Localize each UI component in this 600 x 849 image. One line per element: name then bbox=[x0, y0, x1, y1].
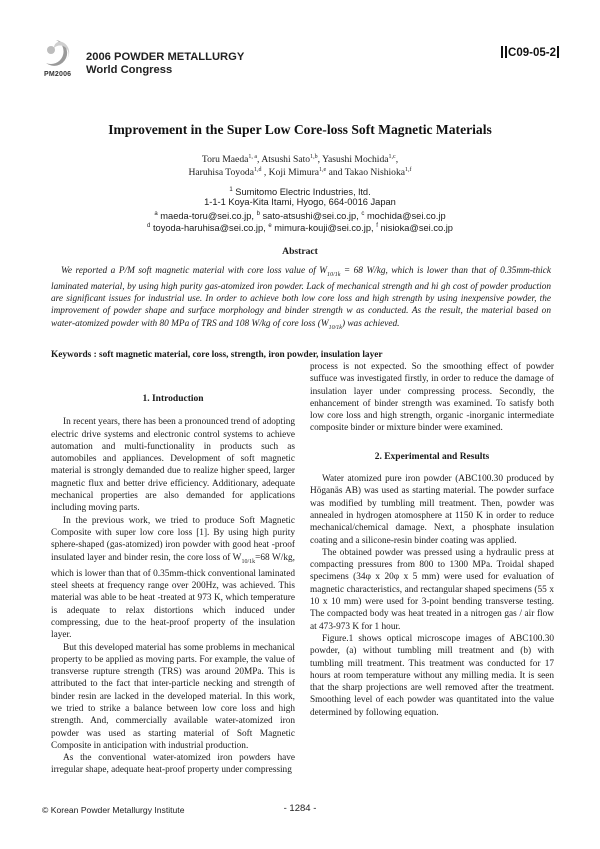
paper-title: Improvement in the Super Low Core-loss Soft Magnetic Materials bbox=[108, 122, 492, 137]
section-heading-experimental: 2. Experimental and Results bbox=[374, 451, 490, 462]
experimental-paragraph-1: Water atomized pure iron powder (ABC100.30 produced by Höganäs AB) was used as starting material. The powder surface was modified by tumbling mill treatment. Then, powder was annealed in hydrogen atomosphere at 1150 K in order to reduce mechanical/chemical damage. Next, a phosphate insulation coating and a silicone-resin binder coating was applied. bbox=[310, 474, 554, 546]
logo-year: PM2006 bbox=[44, 71, 72, 78]
section-heading-introduction: 1. Introduction bbox=[142, 394, 204, 404]
author-sup: 1,d bbox=[253, 167, 262, 173]
intro-paragraph-2 bbox=[51, 515, 295, 642]
author-name: Haruhisa Toyoda bbox=[188, 167, 254, 179]
abstract-text: We reported a P/M soft magnetic material with core loss value of W bbox=[61, 266, 328, 276]
email-sup: a bbox=[154, 211, 158, 217]
email-sup: e bbox=[268, 223, 272, 229]
abstract-sub: 10/1k bbox=[328, 324, 342, 331]
email-link[interactable]: toyoda-haruhisa@sei.co.jp bbox=[152, 223, 264, 234]
email-link[interactable]: mimura-kouji@sei.co.jp bbox=[274, 223, 372, 234]
intro-text: In the previous work, we tried to produce Soft Magnetic Composite with super low core loss [1]. By using high purity sphere-shaped (gas-atomized) iron powder with good heat -proof insulated layer and binder resin, the core loss of W bbox=[51, 515, 295, 563]
experimental-paragraph-2: The obtained powder was pressed using a hydraulic press at compacting pressures from 800 to 1300 MPa. Troidal shaped specimens (34φ x 20φ x 5 mm) were used for evaluation of magnetic characteristics, and rectangular shaped specimens (55 x 10 x 10 mm) were used for 3-point bending transverse testing. The compacted body was heat treated in a nitrogen gas / air flow at 473-973 K for 1 hour. bbox=[310, 547, 554, 632]
right-column bbox=[310, 361, 554, 719]
email-link[interactable]: nisioka@sei.co.jp bbox=[380, 223, 453, 234]
abstract-text: 0.35mm-thick laminated material, by using high purity gas-atomized iron powder. Lack of mechanical strength and hi bbox=[51, 266, 552, 293]
authors-line-2: Haruhisa Toyoda$^{1,d}$ , Koji Mimura$^{1,e}$ and Takao Nishioka$^{1,f}$ bbox=[188, 167, 412, 179]
keywords: Keywords : soft magnetic material, core loss, strength, iron powder, insulation layer bbox=[51, 350, 383, 360]
abstract-text: gh cost of powder production are significant issues for industrial use. In order to achieve both low core loss and high bbox=[51, 282, 551, 305]
page-number: - 1284 - bbox=[283, 803, 317, 814]
abstract-text: (W bbox=[317, 318, 329, 329]
email-sup: f bbox=[376, 223, 378, 229]
abstract-text: strength by using inexpensive powder, the improvement of powder shape and surface morphology and binder strength w bbox=[51, 294, 552, 317]
author-sup: 1,e bbox=[319, 167, 327, 173]
intro-continued: process is not expected. So the smoothing effect of powder suffuce was investigated firstly, in order to reduce the damage of insulation layer under compressing process. Secondly, the enhancement of binder strength was examined. To satisfy both low core loss and high strength, organic -inorganic intermediate composite binder or mixture binder were examined. bbox=[310, 362, 554, 434]
authors-line-1: Toru Maeda$^{1, a}$, Atsushi Sato$^{1,b}$, Yasushi Mochida$^{1,c}$, bbox=[201, 154, 399, 166]
author-sup: 1,c bbox=[388, 154, 396, 160]
abstract-text: ) was achieved. bbox=[341, 318, 400, 329]
abstract-text: as conducted. As the result, the material based on water-atomized powder with 80 MPa of TRS and 108 W/kg of core loss bbox=[51, 306, 551, 329]
abstract-text: = 68 W/kg, which is lower than that of bbox=[340, 266, 497, 276]
experimental-paragraph-3: Figure.1 shows optical microscope images of ABC100.30 powder, (a) without tumbling mill treatment and (b) with tumbling mill treatment. This treatment was conducted for 17 hours at room temperature without any milling media. It is seen that the sharp projections are well removed after the treatment. Smoothing level of each powder was quantitated into the value determined by following equation. bbox=[310, 633, 554, 718]
email-line-1: $^a$ maeda-toru@sei.co.jp, $^b$ sato-atsushi@sei.co.jp, $^c$ mochida@sei.co.jp bbox=[154, 211, 446, 222]
conference-line-2: World Congress bbox=[86, 63, 173, 76]
author-sup: 1,b bbox=[310, 154, 318, 160]
affiliation-company-text: Sumitomo Electric Industries, ltd. bbox=[235, 187, 371, 198]
intro-paragraph-1: In recent years, there has been a pronounced trend of adopting electric drive systems and electronic control systems to achieve automation and multi-functionality in products such as automobiles and appliances. Development of soft magnetic material is strongly demanded due to realize higher speed, larger magnetic flux and better drive efficiency. Additionary, adequate mechanical properties are also demanded for applications including moving parts. bbox=[51, 417, 295, 514]
footer-copyright: © Korean Powder Metallurgy Institute bbox=[42, 805, 185, 815]
intro-paragraph-3: But this developed material has some problems in mechanical property to be applied as moving parts. For example, the value of transverse rupture strength (TRS) was around 20MPa. This is attributed to the fact that inter-particle necking and strength of binder resin are lacked in the developed material. In this work, we tried to strike a balance between low core loss and high strength. And, commercially available water-atomized iron powder was used as starting material of Soft Magnetic Composite in anticipation with industrial production. bbox=[51, 642, 295, 751]
abstract-body bbox=[51, 265, 551, 334]
intro-text: =68 W/kg, which is lower than that of 0.35mm-thick conventional laminated steel sheets at frequency range over 200Hz, was achieved. This material was able to be heat -treated at 973 K, which temperature is adequate to relax distortions which induced under compressing, due to the heat-proof property of the insulation layer. bbox=[51, 552, 295, 641]
paper-code bbox=[500, 46, 560, 59]
email-link[interactable]: maeda-toru@sei.co.jp bbox=[160, 211, 252, 222]
abstract-heading: Abstract bbox=[282, 246, 318, 257]
author-sup: 1, a bbox=[248, 154, 258, 160]
author-name: Koji Mimura bbox=[268, 167, 320, 179]
email-link[interactable]: mochida@sei.co.jp bbox=[366, 211, 446, 222]
paper-code-text: C09-05-2 bbox=[508, 47, 556, 59]
conference-line-1: 2006 POWDER METALLURGY bbox=[86, 51, 245, 63]
email-line-2: $^d$ toyoda-haruhisa@sei.co.jp, $^e$ mimura-kouji@sei.co.jp, $^f$ nisioka@sei.co.jp bbox=[147, 223, 453, 234]
author-name: Atsushi Sato bbox=[261, 154, 311, 166]
abstract-sub: 10/1k bbox=[327, 271, 341, 278]
author-name: Toru Maeda bbox=[201, 154, 249, 166]
email-sup: c bbox=[361, 211, 365, 217]
conference-name bbox=[86, 51, 244, 76]
author-sup: 1,f bbox=[405, 167, 412, 173]
intro-sub: 10/1k bbox=[241, 558, 256, 565]
email-link[interactable]: sato-atsushi@sei.co.jp bbox=[262, 211, 357, 222]
email-sup: b bbox=[256, 211, 260, 217]
abstract-paragraph bbox=[51, 265, 551, 334]
left-column bbox=[51, 393, 295, 777]
affiliation-sup: 1 bbox=[229, 187, 233, 193]
intro-paragraph-4: As the conventional water-atomized iron powders have irregular shape, adequate heat-proof property under compressing bbox=[51, 753, 295, 776]
author-name: Yasushi Mochida bbox=[322, 154, 389, 166]
author-name: Takao Nishioka bbox=[344, 167, 406, 179]
affiliation-address: 1-1-1 Koya-Kita Itami, Hyogo, 664-0016 Japan bbox=[204, 197, 396, 207]
email-sup: d bbox=[147, 223, 151, 229]
